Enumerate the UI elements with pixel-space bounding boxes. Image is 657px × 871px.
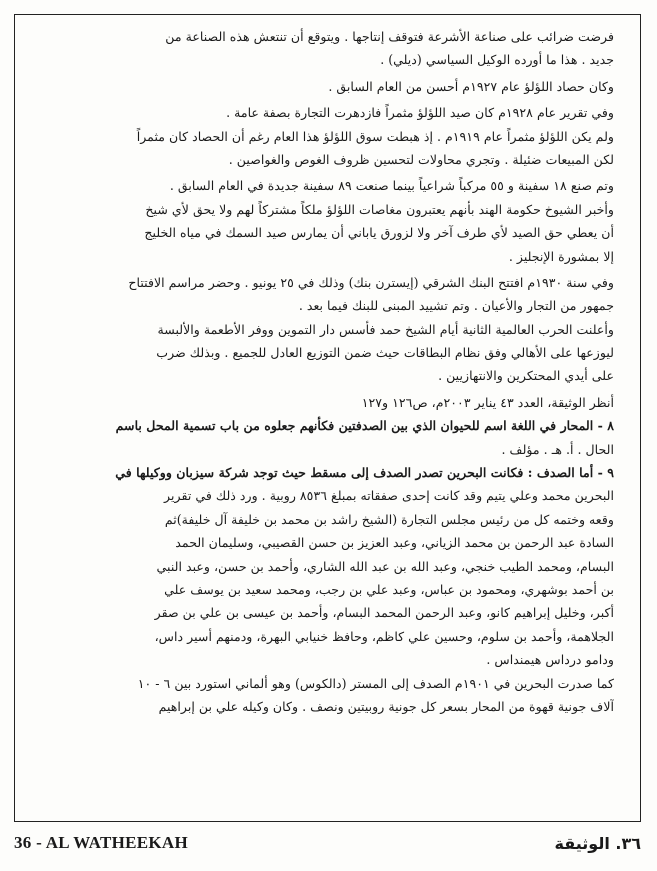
- footer-page-label-ar: ٣٦. الوثيقة: [554, 833, 641, 853]
- text-line: أكبر، وخليل إبراهيم كانو، وعبد الرحمن المحمد البسام، وأحمد بن عيسى بن علي بن صقر: [154, 605, 614, 621]
- text-line: وتم صنع ١٨ سفينة و ٥٥ مركباً شراعياً بينما صنعت ٨٩ سفينة جديدة في العام السابق .: [169, 178, 614, 194]
- text-line: البسام، ومحمد الطيب خنجي، وعبد الله بن عبد الله الشاري، وأحمد بن حسن، وعبد النبي: [156, 558, 614, 574]
- footnote-9: ٩ - أما الصدف : فكانت البحرين تصدر الصدف إلى مسقط حيث توجد شركة سيزبان ووكيلها في: [115, 465, 614, 481]
- text-line: أن يعطي حق الصيد لأي طرف آخر ولا لزورق ياباني أن يمارس صيد السمك في مياه الخليج: [144, 225, 614, 241]
- text-line: البحرين محمد وعلي يتيم وقد كانت إحدى صفقاته بمبلغ ٨٥٣٦ روبية . ورد ذلك في تقرير: [164, 488, 614, 504]
- article-body: [41, 25, 614, 718]
- reference-line: أنظر الوثيقة، العدد ٤٣ يناير ٢٠٠٣م، ص١٢٦ و١٢٧: [361, 394, 614, 410]
- page-footer: [14, 828, 641, 858]
- text-line: وأخبر الشيوخ حكومة الهند بأنهم يعتبرون مغاصات اللؤلؤ ملكاً مشتركاً لهم ولا يحق لأي شيخ: [145, 201, 614, 217]
- text-line: لكن المبيعات ضئيلة . وتجري محاولات لتحسين ظروف الغوص والغواصين .: [228, 151, 614, 167]
- text-line: وقعه وختمه كل من رئيس مجلس التجارة (الشيخ راشد بن محمد بن خليفة آل خليفة)ثم: [164, 511, 614, 527]
- text-line: على أيدي المحتكرين والانتهازيين .: [438, 368, 614, 384]
- footnote-8: ٨ - المحار في اللغة اسم للحيوان الذي بين الصدفتين فكأنهم جعلوه من باب تسمية المحل باسم: [115, 418, 614, 434]
- text-line: ليوزعها على الأهالي وفق نظام البطاقات حيث ضمن التوزيع العادل للجميع . وبذلك ضرب: [156, 345, 614, 361]
- text-line: السادة عبد الرحمن بن محمد الزياني، وعبد العزيز بن حسن القصيبي، وسليمان الحمد: [175, 535, 614, 551]
- text-line: الحال . أ. هـ . مؤلف .: [501, 441, 614, 457]
- text-line: فرضت ضرائب على صناعة الأشرعة فتوقف إنتاجها . ويتوقع أن تنتعش هذه الصناعة من: [165, 29, 614, 44]
- text-line: وفي سنة ١٩٣٠م افتتح البنك الشرقي (إيسترن بنك) وذلك في ٢٥ يونيو . وحضر مراسم الافتتاح: [128, 274, 614, 290]
- text-line: ودامو درداس هيمنداس .: [486, 652, 614, 668]
- text-line: جديد . هذا ما أورده الوكيل السياسي (ديلي) .: [380, 52, 614, 68]
- text-line: الجلاهمة، وأحمد بن سلوم، وحسين علي كاظم، وحافظ خنيابي البهرة، ودمنهم أسير داس،: [154, 628, 614, 644]
- text-line: وكان حصاد اللؤلؤ عام ١٩٢٧م أحسن من العام السابق .: [328, 78, 614, 94]
- text-line: كما صدرت البحرين في ١٩٠١م الصدف إلى المستر (دالكوس) وهو ألماني استورد بين ٦ - ١٠: [137, 675, 614, 691]
- text-line: ولم يكن اللؤلؤ مثمراً عام ١٩١٩م . إذ هبطت سوق اللؤلؤ هذا العام رغم أن الحصاد كان مثمراً: [136, 128, 614, 144]
- text-line: آلاف جونية قهوة من المحار بسعر كل جونية روبيتين ونصف . وكان وكيله علي بن إبراهيم: [158, 698, 614, 714]
- footer-page-label-en: 36 - AL WATHEEKAH: [14, 833, 189, 852]
- text-line: إلا بمشورة الإنجليز .: [508, 248, 614, 264]
- text-line: وفي تقرير عام ١٩٢٨م كان صيد اللؤلؤ مثمراً فازدهرت التجارة بصفة عامة .: [226, 105, 614, 121]
- text-line: بن أحمد بوشهري، ومحمود بن عباس، وعبد علي بن رجب، ومحمد سعيد بن يوسف علي: [164, 581, 614, 597]
- text-line: جمهور من التجار والأعيان . وتم تشييد المبنى للبنك فيما بعد .: [298, 298, 614, 314]
- text-line: وأعلنت الحرب العالمية الثانية أيام الشيخ حمد فأسس دار التموين ووفر الأطعمة والألبسة: [157, 321, 614, 337]
- page-border: [14, 14, 641, 822]
